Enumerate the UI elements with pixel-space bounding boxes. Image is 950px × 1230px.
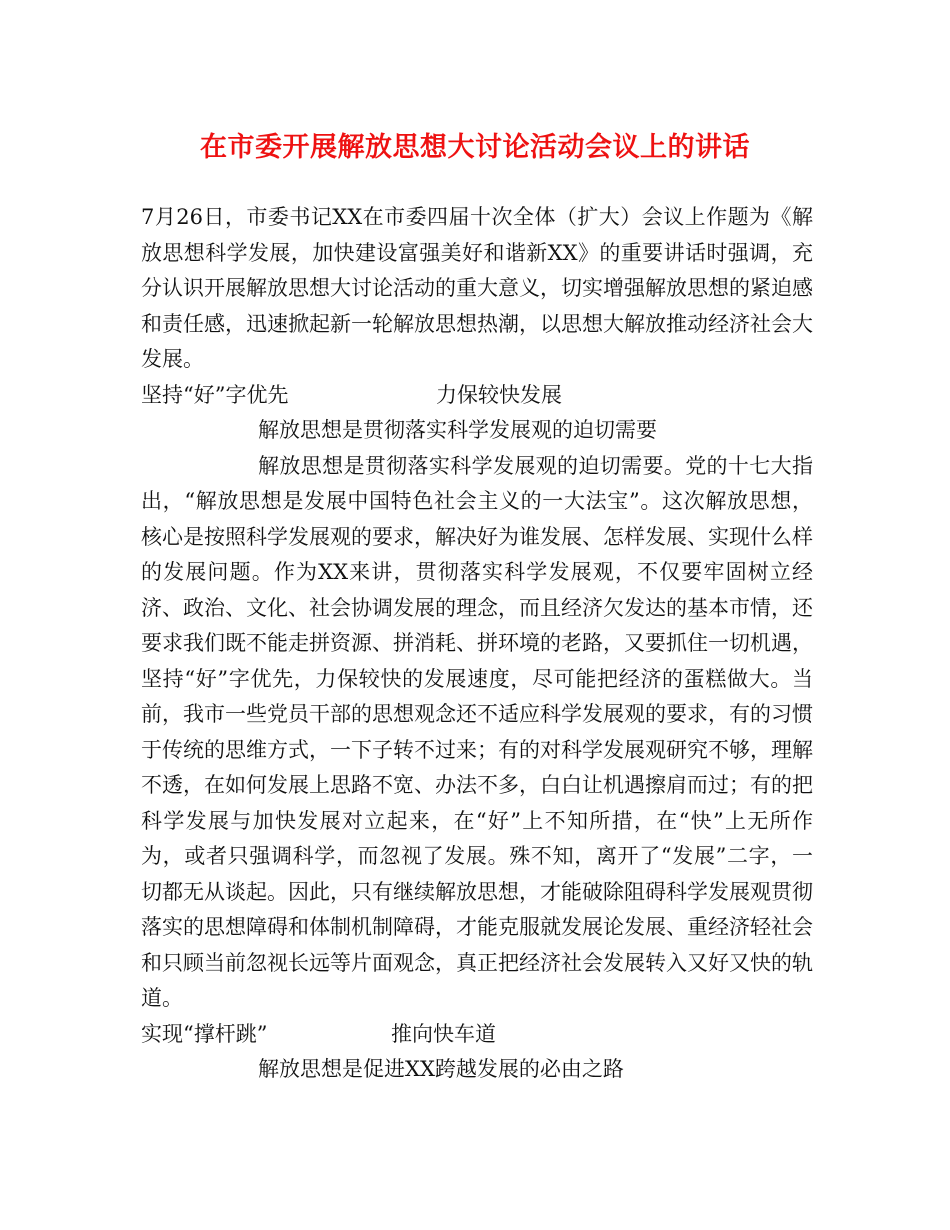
- section1-paragraph: 解放思想是贯彻落实科学发展观的迫切需要。党的十七大指出，“解放思想是发展中国特色社会主义的一大法宝”。这次解放思想，核心是按照科学发展观的要求，解决好为谁发展、怎样发展、实现什么样的发展问题。作为XX来讲，贯彻落实科学发展观，不仅要牢固树立经济、政治、文化、社会协调发展的理念，而且经济欠发达的基本市情，还要求我们既不能走拼资源、拼消耗、拼环境的老路，又要抓住一切机遇，坚持“好”字优先，力保较快的发展速度，尽可能把经济的蛋糕做大。当前，我市一些党员干部的思想观念还不适应科学发展观的要求，有的习惯于传统的思维方式，一下子转不过来；有的对科学发展观研究不够，理解不透，在如何发展上思路不宽、办法不多，白白让机遇擦肩而过；有的把科学发展与加快发展对立起来，在“好”上不知所措，在“快”上无所作为，或者只强调科学，而忽视了发展。殊不知，离开了“发展”二字，一切都无从谈起。因此，只有继续解放思想，才能破除阻碍科学发展观贯彻落实的思想障碍和体制机制障碍，才能克服就发展论发展、重经济轻社会和只顾当前忽视长远等片面观念，真正把经济社会发展转入又好又快的轨道。: [141, 453, 813, 1010]
- document-title: 在市委开展解放思想大讨论活动会议上的讲话: [200, 132, 750, 163]
- section1-slogan-left: 坚持“好”字优先: [141, 382, 289, 407]
- section1-slogan-right: 力保较快发展: [436, 382, 562, 407]
- document-body: [141, 200, 813, 1088]
- section2-slogan: [141, 1017, 813, 1053]
- section1-heading: 解放思想是贯彻落实科学发展观的迫切需要: [258, 418, 657, 442]
- section2-heading: 解放思想是促进XX跨越发展的必由之路: [258, 1057, 624, 1081]
- section1-slogan: [141, 378, 813, 414]
- intro-paragraph: 7月26日，市委书记XX在市委四届十次全体（扩大）会议上作题为《解放思想科学发展，加快建设富强美好和谐新XX》的重要讲话时强调，充分认识开展解放思想大讨论活动的重大意义，切实增强解放思想的紧迫感和责任感，迅速掀起新一轮解放思想热潮，以思想大解放推动经济社会大发展。: [141, 205, 813, 371]
- section2-slogan-right: 推向快车道: [391, 1021, 496, 1046]
- section2-slogan-left: 实现“撑杆跳”: [141, 1021, 268, 1046]
